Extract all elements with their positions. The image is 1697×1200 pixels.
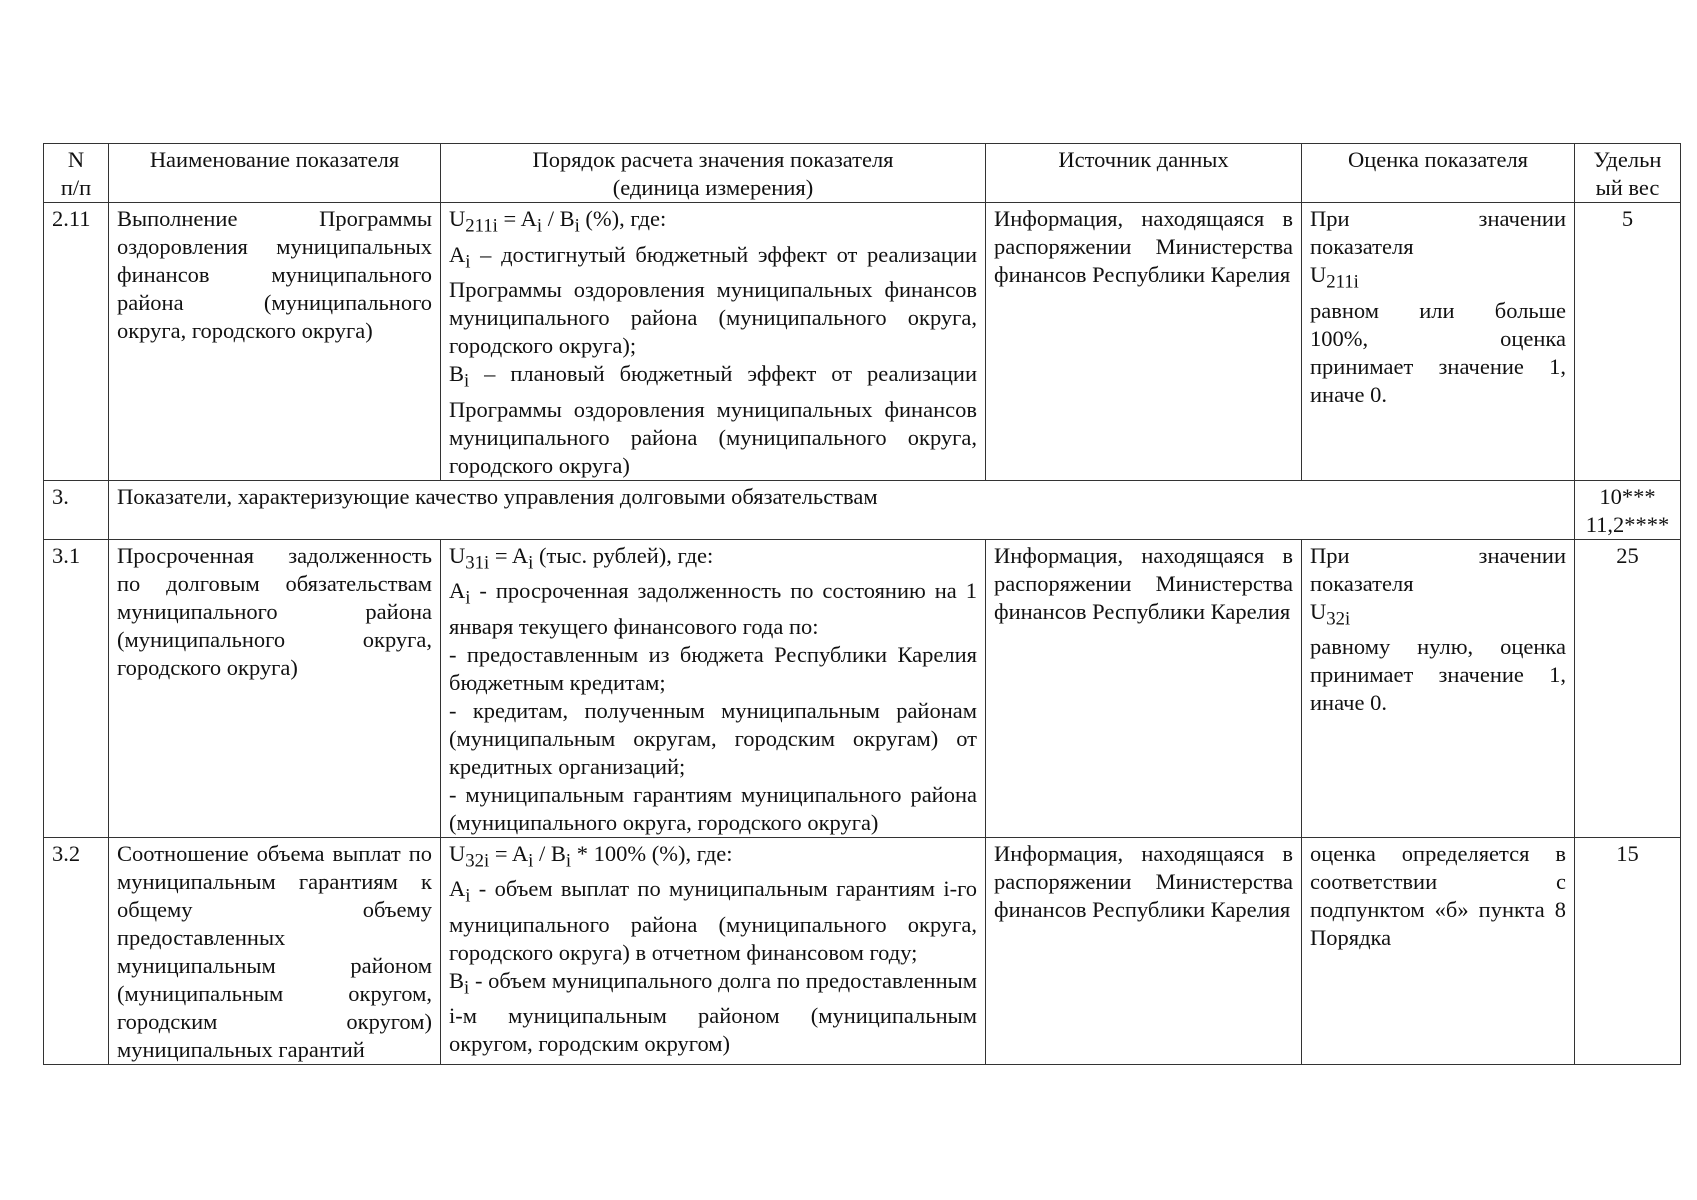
list-item: - муниципальным гарантиям муниципального района (муниципального округа, городского округа) <box>449 781 977 835</box>
section-weight-line: 11,2**** <box>1585 511 1670 537</box>
variable-text: - объем выплат по муниципальным гарантиям i-го муниципального района (муниципального округа, городского округа) в отчетном финансовом году; <box>449 876 977 965</box>
variable-subscript: i <box>464 370 470 392</box>
list-item: - предоставленным из бюджета Республики Карелия бюджетным кредитам; <box>449 641 977 695</box>
formula-subscript: i <box>536 215 543 237</box>
formula-subscript: 32i <box>465 850 490 871</box>
variable-subscript: i <box>464 977 470 998</box>
variable-subscript: i <box>465 885 471 907</box>
calculation-method <box>441 837 986 1064</box>
table-row <box>44 539 1681 837</box>
data-source: Информация, находящаяся в распоряжении Министерства финансов Республики Карелия <box>986 203 1302 481</box>
indicator-name: Выполнение Программы оздоровления муниципальных финансов муниципального района (муниципального округа, городского округа) <box>109 203 441 481</box>
indicator-name: Соотношение объема выплат по муниципальным гарантиям к общему объему предоставленных муниципальным районом (муниципальным округом, городским округом) муниципальных гарантий <box>109 837 441 1064</box>
indicator-name: Просроченная задолженность по долговым обязательствам муниципального района (муниципального округа, городского округа) <box>109 539 441 837</box>
variable-subscript: i <box>465 251 471 272</box>
row-number: 2.11 <box>44 203 109 481</box>
variable-symbol: A <box>449 876 466 901</box>
evaluation-line: При значении <box>1310 206 1566 231</box>
indicators-table <box>43 143 1681 1065</box>
variable-symbol: B <box>449 361 465 386</box>
formula-subscript: 211i <box>1326 271 1359 293</box>
formula-subscript: i <box>528 850 534 871</box>
section-title: Показатели, характеризующие качество управления долговыми обязательствам <box>109 480 1575 539</box>
row-number: 3.2 <box>44 837 109 1064</box>
formula-symbol: U <box>449 542 466 568</box>
formula-text: (%), где: <box>579 206 667 231</box>
variable-a-definition <box>449 875 977 967</box>
evaluation-line: 100%, оценка <box>1310 325 1566 351</box>
weight: 25 <box>1575 539 1681 837</box>
header-num-line2: п/п <box>60 175 92 200</box>
header-weight <box>1575 144 1681 203</box>
evaluation-line: При значении <box>1310 542 1566 568</box>
formula-text: / B <box>533 840 566 866</box>
formula-symbol: U <box>449 206 466 231</box>
evaluation <box>1302 203 1575 481</box>
formula-text: * 100% (%), где: <box>571 840 733 866</box>
formula-line <box>449 205 977 241</box>
formula-symbol: U <box>1310 262 1327 287</box>
evaluation-line <box>1310 261 1566 297</box>
formula-text: = A <box>497 206 537 231</box>
evaluation-line: принимает значение 1, <box>1310 662 1566 687</box>
table-row <box>44 203 1681 481</box>
header-method <box>441 144 986 203</box>
formula-line <box>449 840 977 876</box>
variable-b-definition <box>449 967 977 1059</box>
formula-subscript: 32i <box>1326 608 1351 629</box>
section-weight-line: 10*** <box>1599 483 1656 509</box>
formula-text: / B <box>542 206 575 231</box>
formula-text: = A <box>489 840 529 866</box>
formula-subscript: i <box>574 215 580 237</box>
variable-symbol: B <box>449 967 465 993</box>
header-num <box>44 144 109 203</box>
list-item: - кредитам, полученным муниципальным районам (муниципальным округам, городским округам) от кредитных организаций; <box>449 697 977 779</box>
evaluation-line: равном или больше <box>1310 297 1566 323</box>
evaluation-line: показателя <box>1310 570 1414 596</box>
evaluation-line: принимает значение 1, <box>1310 353 1566 379</box>
calculation-method <box>441 203 986 481</box>
evaluation-line: показателя <box>1310 234 1414 259</box>
variable-text: – достигнутый бюджетный эффект от реализации Программы оздоровления муниципальных финансов муниципального района (муниципального округа, городского округа); <box>449 241 977 358</box>
header-num-line1: N <box>67 147 85 172</box>
weight: 5 <box>1575 203 1681 481</box>
formula-line <box>449 542 977 578</box>
formula-subscript: 211i <box>465 215 498 237</box>
evaluation-line: равному нулю, оценка <box>1310 634 1566 659</box>
section-number: 3. <box>44 480 109 539</box>
variable-text: - просроченная задолженность по состоянию на 1 января текущего финансового года по: <box>449 578 977 639</box>
row-number: 3.1 <box>44 539 109 837</box>
table-row <box>44 837 1681 1064</box>
calculation-method <box>441 539 986 837</box>
variable-subscript: i <box>465 587 471 609</box>
formula-symbol: U <box>449 840 466 866</box>
formula-subscript: 31i <box>465 552 490 573</box>
variable-symbol: A <box>449 578 466 603</box>
formula-subscript: i <box>528 552 534 573</box>
header-source: Источник данных <box>986 144 1302 203</box>
data-source: Информация, находящаяся в распоряжении Министерства финансов Республики Карелия <box>986 539 1302 837</box>
variable-text: – плановый бюджетный эффект от реализации Программы оздоровления муниципальных финансов муниципального района (муниципального округа, городского округа) <box>449 361 977 478</box>
formula-text: (тыс. рублей), где: <box>533 542 714 568</box>
header-row <box>44 144 1681 203</box>
variable-b-definition <box>449 360 977 480</box>
header-name: Наименование показателя <box>109 144 441 203</box>
formula-text: = A <box>489 542 529 568</box>
header-weight-line2: ый вес <box>1595 175 1660 200</box>
header-method-line2: (единица измерения) <box>612 175 814 200</box>
evaluation-line <box>1310 598 1566 634</box>
data-source: Информация, находящаяся в распоряжении Министерства финансов Республики Карелия <box>986 837 1302 1064</box>
evaluation <box>1302 539 1575 837</box>
variable-text: - объем муниципального долга по предоставленным i-м муниципальным районом (муниципальным округом, городским округом) <box>449 967 977 1056</box>
header-method-line1: Порядок расчета значения показателя <box>532 147 894 172</box>
formula-symbol: U <box>1310 598 1327 624</box>
header-weight-line1: Удельн <box>1593 147 1662 172</box>
evaluation: оценка определяется в соответствии с подпунктом «б» пункта 8 Порядка <box>1302 837 1575 1064</box>
variable-a-definition <box>449 577 977 641</box>
section-weight <box>1575 480 1681 539</box>
header-evaluation: Оценка показателя <box>1302 144 1575 203</box>
formula-subscript: i <box>565 850 572 871</box>
evaluation-line: иначе 0. <box>1310 690 1387 715</box>
section-row <box>44 480 1681 539</box>
variable-a-definition <box>449 241 977 361</box>
evaluation-line: иначе 0. <box>1310 381 1387 407</box>
variable-symbol: A <box>449 241 466 267</box>
weight: 15 <box>1575 837 1681 1064</box>
